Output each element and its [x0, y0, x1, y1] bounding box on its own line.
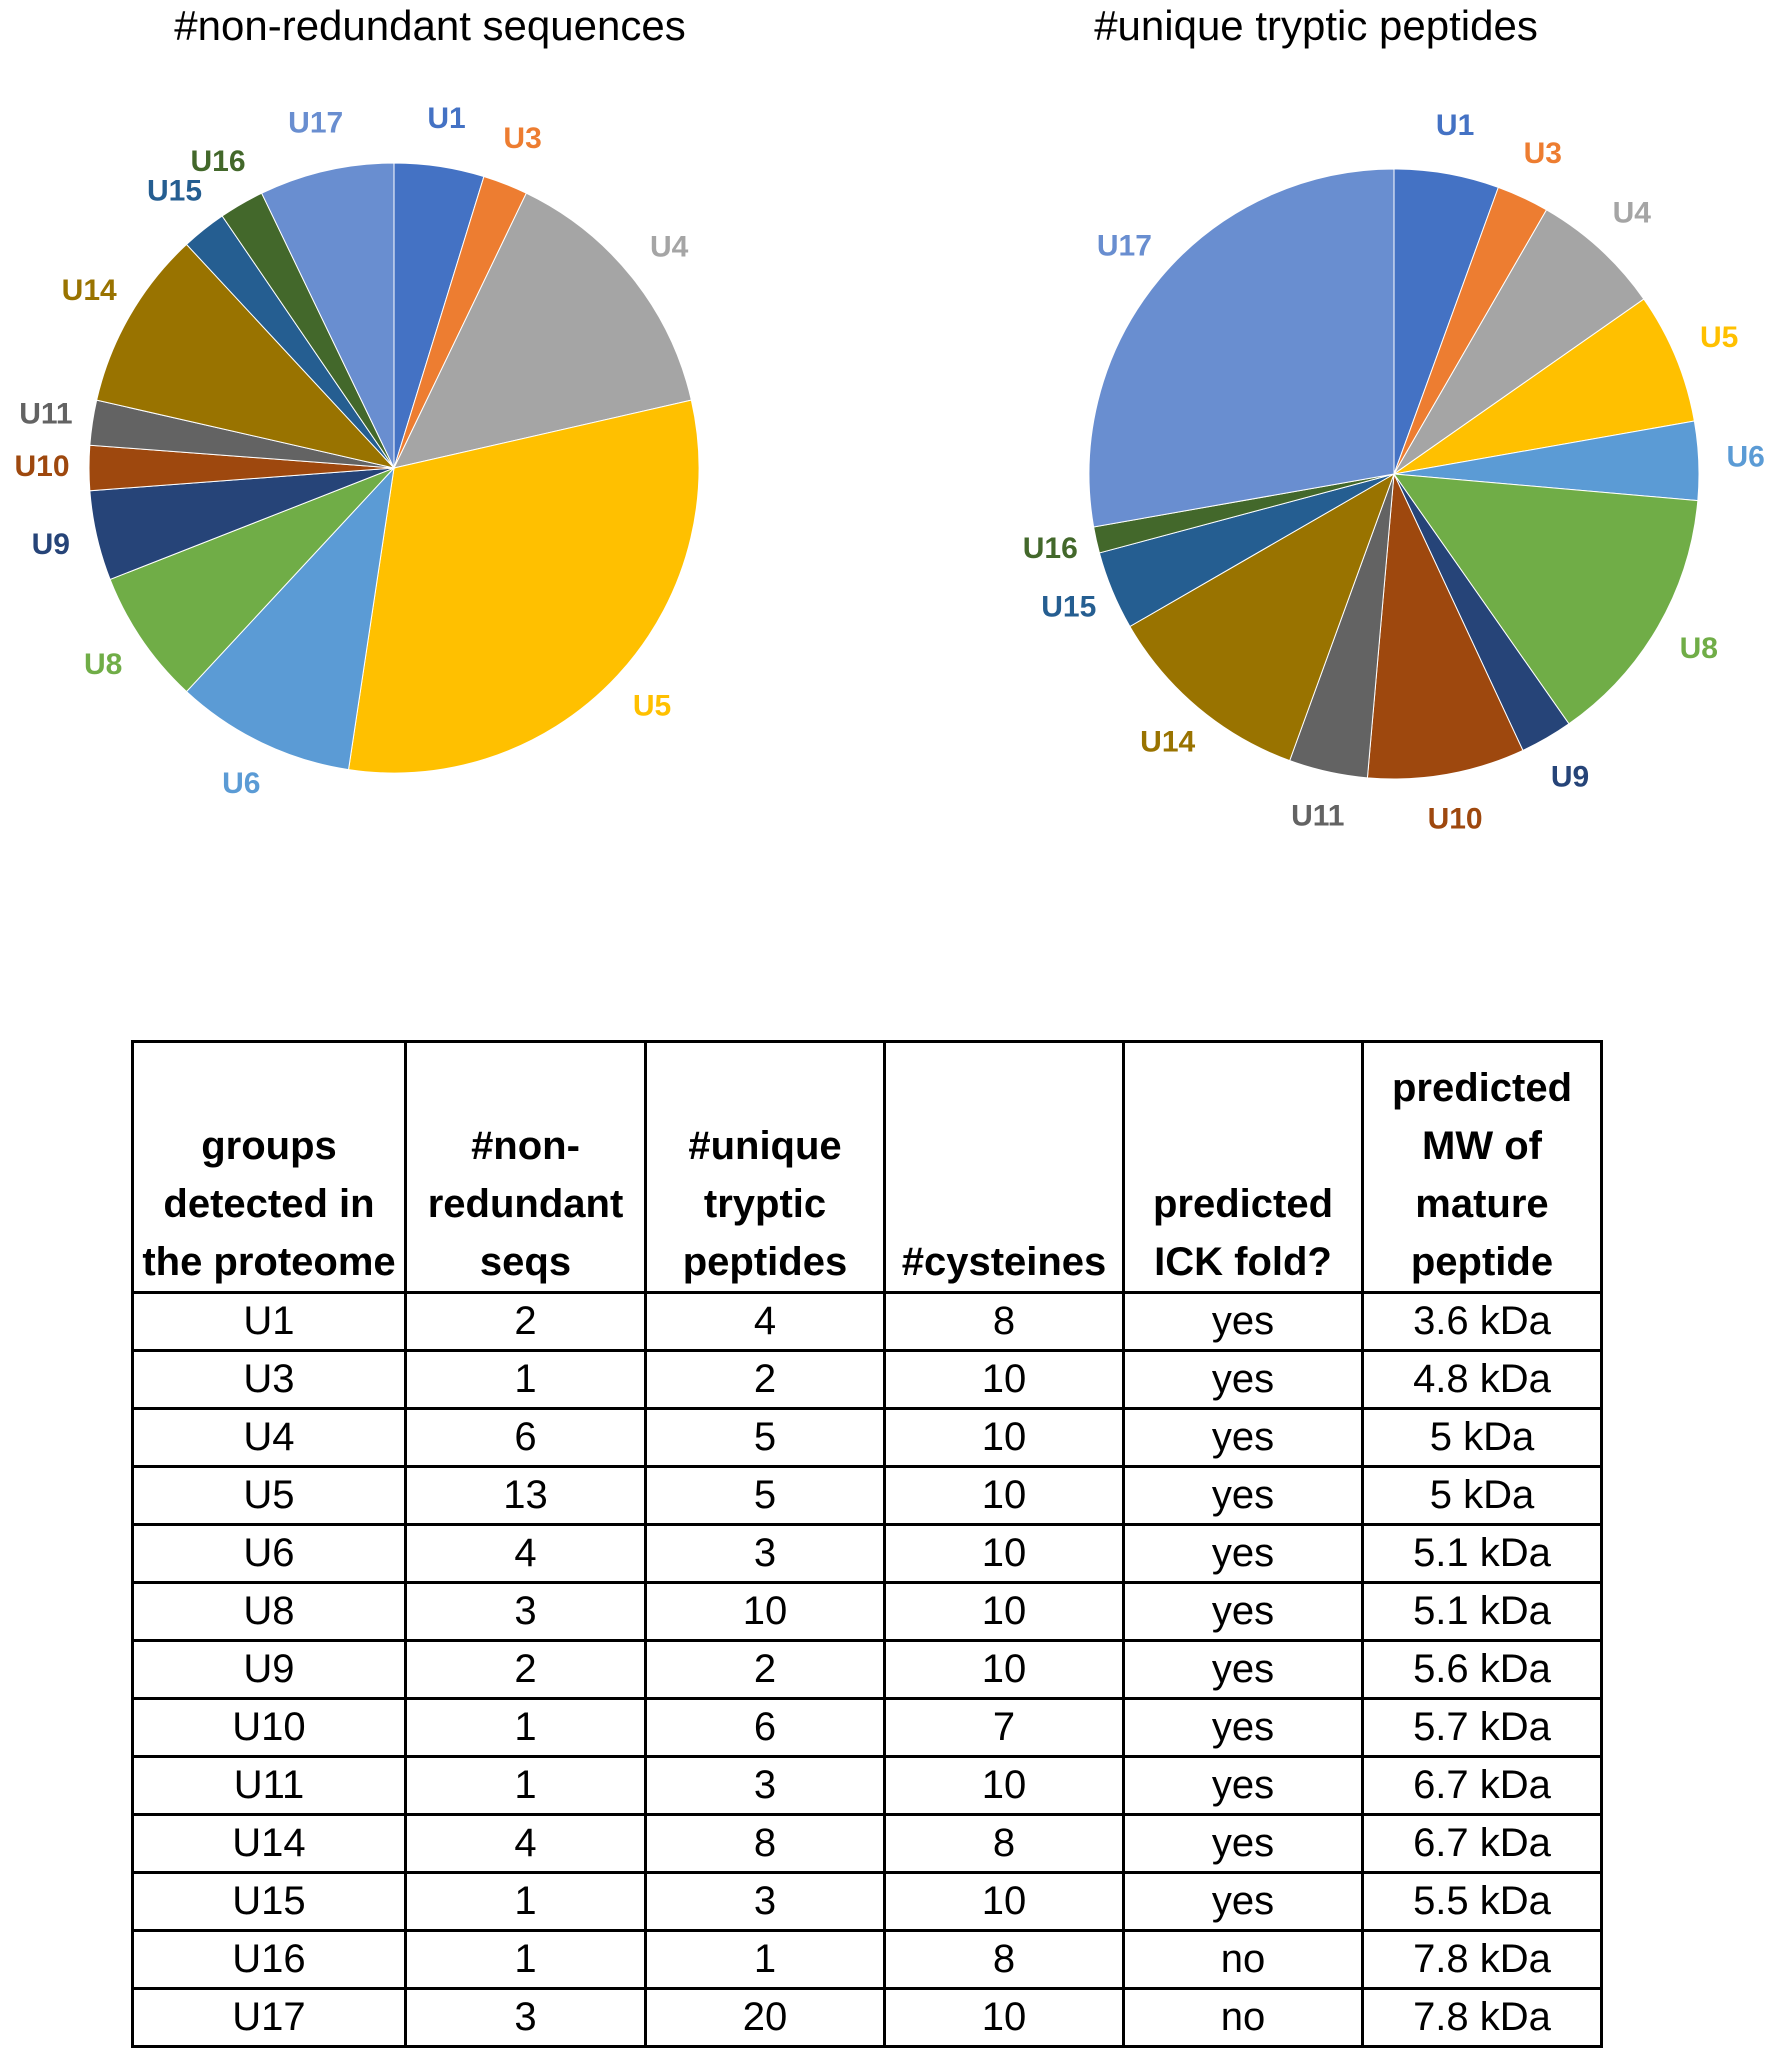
table-header-row — [133, 1042, 1602, 1293]
slice-label-u17: U17 — [288, 106, 344, 140]
table-cell: 5 — [646, 1467, 885, 1525]
table-cell: 5 kDa — [1363, 1409, 1602, 1467]
table-header-cell: #unique tryptic peptides — [646, 1042, 885, 1293]
slice-label-u15: U15 — [1041, 590, 1097, 624]
pie-chart-non-redundant — [0, 0, 886, 930]
slice-label-u8: U8 — [84, 648, 123, 682]
table-cell: 5 — [646, 1409, 885, 1467]
slice-label-u3: U3 — [503, 122, 542, 156]
table-cell: U15 — [133, 1873, 406, 1931]
slice-label-u1: U1 — [1435, 109, 1475, 143]
table-row — [133, 1351, 1602, 1409]
table-cell: 6 — [406, 1409, 646, 1467]
table-header-cell: predicted ICK fold? — [1124, 1042, 1363, 1293]
slice-label-u1: U1 — [427, 101, 466, 135]
table-cell: 3 — [646, 1873, 885, 1931]
slice-label-u4: U4 — [650, 230, 689, 264]
table-row — [133, 1409, 1602, 1467]
table-cell: 5.5 kDa — [1363, 1873, 1602, 1931]
slice-label-u16: U16 — [190, 145, 246, 179]
table-cell: 10 — [885, 1467, 1124, 1525]
slice-label-u14: U14 — [61, 273, 117, 307]
table-cell: 10 — [885, 1351, 1124, 1409]
table-cell: 10 — [885, 1525, 1124, 1583]
table-cell: 5.1 kDa — [1363, 1583, 1602, 1641]
table-cell: U3 — [133, 1351, 406, 1409]
table-cell: 1 — [406, 1873, 646, 1931]
slice-label-u9: U9 — [1550, 760, 1590, 794]
table-cell: 1 — [406, 1931, 646, 1989]
table-cell: U5 — [133, 1467, 406, 1525]
table-row — [133, 1757, 1602, 1815]
slice-label-u6: U6 — [1726, 440, 1765, 474]
table-cell: yes — [1124, 1873, 1363, 1931]
table-row — [133, 1873, 1602, 1931]
pie-left-title: #non-redundant sequences — [174, 2, 686, 49]
table-cell: 1 — [406, 1757, 646, 1815]
table-cell: 10 — [885, 1873, 1124, 1931]
pie-slice-u17 — [1089, 169, 1394, 527]
table-cell: U6 — [133, 1525, 406, 1583]
table-cell: U8 — [133, 1583, 406, 1641]
table-cell: U17 — [133, 1989, 406, 2047]
table-cell: yes — [1124, 1467, 1363, 1525]
data-table — [131, 1040, 1603, 2048]
slice-label-u17: U17 — [1096, 229, 1152, 263]
table-cell: 3 — [406, 1583, 646, 1641]
table-cell: 10 — [885, 1409, 1124, 1467]
pie-chart-unique-peptides — [886, 0, 1772, 930]
table-cell: yes — [1124, 1583, 1363, 1641]
slice-label-u9: U9 — [31, 528, 70, 562]
slice-label-u4: U4 — [1612, 196, 1651, 230]
slice-label-u16: U16 — [1022, 532, 1078, 566]
table-cell: 8 — [885, 1931, 1124, 1989]
table-cell: no — [1124, 1931, 1363, 1989]
pie-right-title: #unique tryptic peptides — [1094, 2, 1538, 49]
table-cell: 7.8 kDa — [1363, 1931, 1602, 1989]
table-row — [133, 1815, 1602, 1873]
table-cell: 3 — [646, 1757, 885, 1815]
slice-label-u11: U11 — [19, 397, 73, 431]
table-cell: 7 — [885, 1699, 1124, 1757]
table-cell: yes — [1124, 1699, 1363, 1757]
slice-label-u10: U10 — [1427, 802, 1483, 836]
slice-label-u5: U5 — [632, 689, 672, 723]
table-cell: 10 — [646, 1583, 885, 1641]
table-row — [133, 1989, 1602, 2047]
table-row — [133, 1699, 1602, 1757]
table-cell: 10 — [885, 1641, 1124, 1699]
table-cell: 6.7 kDa — [1363, 1815, 1602, 1873]
slice-label-u3: U3 — [1523, 136, 1562, 170]
slice-label-u6: U6 — [222, 767, 261, 801]
table-cell: 3.6 kDa — [1363, 1293, 1602, 1351]
table-cell: U1 — [133, 1293, 406, 1351]
table-cell: 1 — [406, 1699, 646, 1757]
table-cell: 8 — [646, 1815, 885, 1873]
table-row — [133, 1641, 1602, 1699]
slice-label-u15: U15 — [146, 174, 203, 208]
table-cell: yes — [1124, 1409, 1363, 1467]
table-cell: U9 — [133, 1641, 406, 1699]
table-cell: yes — [1124, 1293, 1363, 1351]
table-cell: 4 — [406, 1525, 646, 1583]
slice-label-u5: U5 — [1700, 321, 1739, 355]
table-cell: 5 kDa — [1363, 1467, 1602, 1525]
slice-label-u8: U8 — [1679, 631, 1718, 665]
table-cell: yes — [1124, 1525, 1363, 1583]
table-row — [133, 1583, 1602, 1641]
table-cell: 20 — [646, 1989, 885, 2047]
table-cell: 4.8 kDa — [1363, 1351, 1602, 1409]
table-cell: 2 — [646, 1351, 885, 1409]
table-cell: 5.7 kDa — [1363, 1699, 1602, 1757]
table-header-cell: #non-redundant seqs — [406, 1042, 646, 1293]
table-cell: 2 — [406, 1293, 646, 1351]
table-cell: yes — [1124, 1757, 1363, 1815]
table-cell: 8 — [885, 1815, 1124, 1873]
table-cell: 3 — [646, 1525, 885, 1583]
table-cell: U10 — [133, 1699, 406, 1757]
table-cell: 10 — [885, 1583, 1124, 1641]
slice-label-u10: U10 — [14, 449, 70, 483]
table-cell: 1 — [406, 1351, 646, 1409]
table-cell: 10 — [885, 1989, 1124, 2047]
table-cell: yes — [1124, 1351, 1363, 1409]
table-cell: 5.1 kDa — [1363, 1525, 1602, 1583]
table-body — [133, 1293, 1602, 2047]
table-cell: 7.8 kDa — [1363, 1989, 1602, 2047]
table-header-cell: predicted MW of mature peptide — [1363, 1042, 1602, 1293]
table-cell: no — [1124, 1989, 1363, 2047]
slice-label-u11: U11 — [1291, 799, 1345, 833]
table-cell: 2 — [406, 1641, 646, 1699]
table-cell: 10 — [885, 1757, 1124, 1815]
table-cell: 8 — [885, 1293, 1124, 1351]
table-cell: yes — [1124, 1641, 1363, 1699]
table-cell: 13 — [406, 1467, 646, 1525]
table-cell: 1 — [646, 1931, 885, 1989]
table-cell: U14 — [133, 1815, 406, 1873]
table-cell: 5.6 kDa — [1363, 1641, 1602, 1699]
slice-label-u14: U14 — [1140, 725, 1196, 759]
table-row — [133, 1293, 1602, 1351]
table-row — [133, 1467, 1602, 1525]
table-cell: 2 — [646, 1641, 885, 1699]
table-cell: 6 — [646, 1699, 885, 1757]
table-cell: 4 — [646, 1293, 885, 1351]
table-cell: 6.7 kDa — [1363, 1757, 1602, 1815]
table-row — [133, 1525, 1602, 1583]
table-header-cell: groups detected in the proteome — [133, 1042, 406, 1293]
table-cell: U4 — [133, 1409, 406, 1467]
table-cell: U16 — [133, 1931, 406, 1989]
table-row — [133, 1931, 1602, 1989]
table-header-cell: #cysteines — [885, 1042, 1124, 1293]
table-cell: U11 — [133, 1757, 406, 1815]
table-cell: 4 — [406, 1815, 646, 1873]
table-cell: 3 — [406, 1989, 646, 2047]
table-cell: yes — [1124, 1815, 1363, 1873]
